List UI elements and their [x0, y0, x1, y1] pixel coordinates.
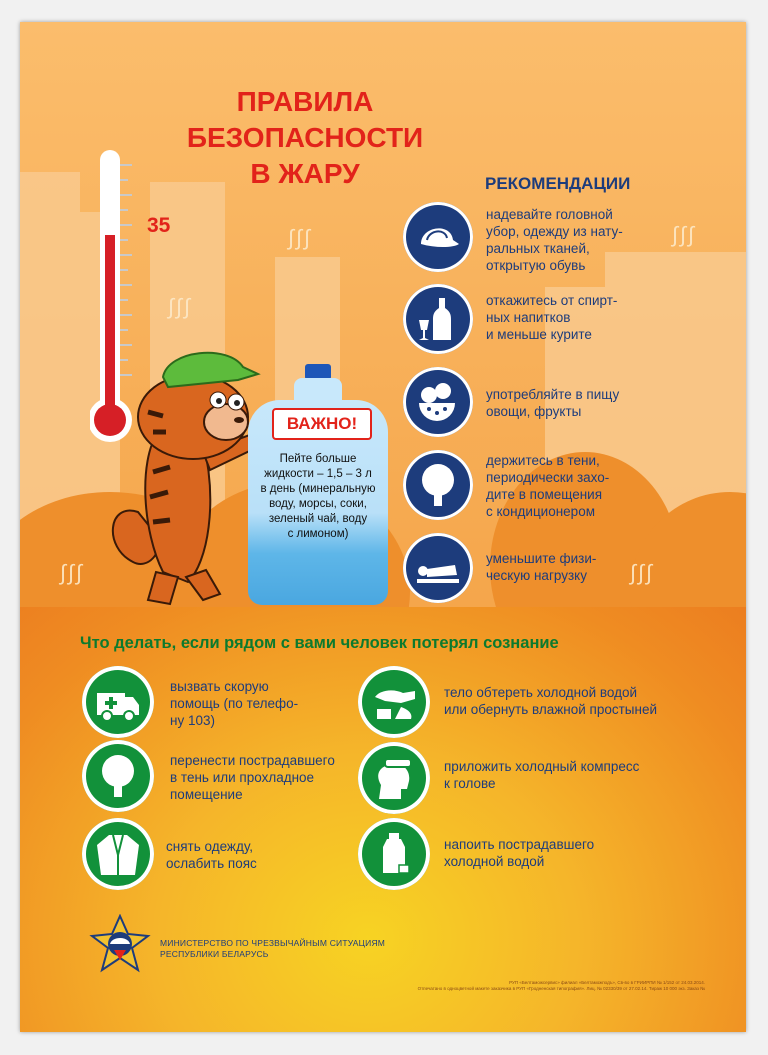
cap-icon — [403, 202, 473, 272]
title-line: ПРАВИЛА — [236, 86, 374, 117]
imprint-text: РУП «Белтаможсервис» филиал «Белтаможподъ», Св-во в ГРИИРПИ № 1/152 от 24.03.2014. Отпечатано в одноцветной макете заказчика в РУП «Гродненская типография». Лиц. № 02330/39 от 27.02.14. Тираж 10 000 экз. Заказ № — [417, 980, 705, 991]
tree-icon — [82, 740, 154, 812]
important-text: Пейте больше жидкости – 1,5 – 3 л в день (минеральную воду, морсы, соки, зеленый чай, воду с лимоном) — [260, 453, 376, 540]
page-title — [145, 84, 465, 192]
fruit-icon — [403, 367, 473, 437]
heat-wave: ∫∫∫ — [630, 560, 655, 585]
water-bottle-icon — [358, 818, 430, 890]
recommendation-text: откажитесь от спирт- ных напитков и меньше курите — [486, 293, 618, 342]
recommendations-heading: РЕКОМЕНДАЦИИ — [485, 174, 631, 193]
ministry-name: МИНИСТЕРСТВО ПО ЧРЕЗВЫЧАЙНЫМ СИТУАЦИЯМ РЕСПУБЛИКИ БЕЛАРУСЬ — [160, 938, 386, 959]
heat-wave: ∫∫∫ — [672, 222, 697, 247]
poster — [20, 22, 746, 1032]
recommendation-text: надевайте головной убор, одежду из нату- ральных тканей, открытую обувь — [486, 207, 623, 273]
first-aid-heading: Что делать, если рядом с вами человек потерял сознание — [80, 634, 559, 652]
ministry-logo — [88, 914, 152, 978]
heat-wave: ∫∫∫ — [60, 560, 85, 585]
temperature-value: 35 — [147, 214, 171, 237]
first-aid-text: приложить холодный компресс к голове — [444, 759, 640, 791]
first-aid-text: снять одежду, ослабить пояс — [166, 839, 257, 871]
first-aid-text: тело обтереть холодной водой или обернуть влажной простыней — [444, 685, 657, 717]
heat-wave: ∫∫∫ — [288, 225, 313, 250]
first-aid-text: напоить пострадавшего холодной водой — [444, 837, 595, 869]
title-line: БЕЗОПАСНОСТИ — [186, 122, 424, 153]
tree-icon — [403, 450, 473, 520]
recommendation-text: уменьшите физи- ческую нагрузку — [486, 551, 597, 583]
important-label: ВАЖНО! — [272, 408, 372, 440]
first-aid-text: вызвать скорую помощь (по телефо- ну 103) — [170, 679, 299, 728]
recommendation-text: держитесь в тени, периодически захо- дите в помещения с кондиционером — [486, 453, 610, 519]
heat-wave: ∫∫∫ — [168, 294, 193, 319]
cat-mascot — [108, 332, 268, 612]
ambulance-icon — [82, 666, 154, 738]
title-line: В ЖАРУ — [250, 158, 360, 189]
jacket-icon — [82, 818, 154, 890]
head-compress-icon — [358, 742, 430, 814]
recommendation-text: употребляйте в пищу овощи, фрукты — [486, 387, 620, 419]
hand-water-icon — [358, 666, 430, 738]
bottle-glass-icon — [403, 284, 473, 354]
resting-person-icon — [403, 533, 473, 603]
first-aid-text: перенести пострадавшего в тень или прохладное помещение — [170, 753, 335, 802]
